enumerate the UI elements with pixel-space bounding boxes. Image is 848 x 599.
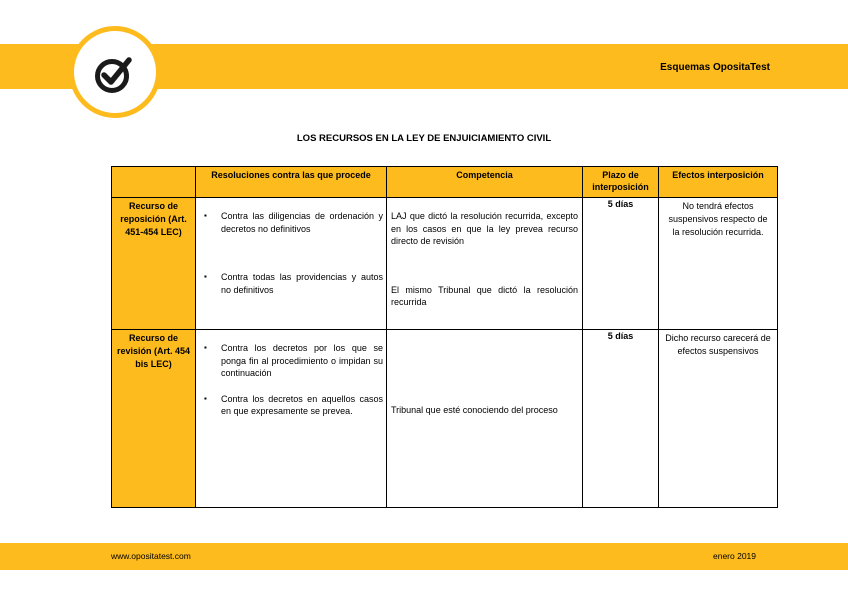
resoluciones-list [200, 342, 383, 418]
brand-title: Esquemas OpositaTest [660, 62, 770, 73]
footer-date: enero 2019 [712, 551, 756, 561]
table-header-cell: Competencia [387, 167, 583, 198]
resoluciones-cell [196, 330, 387, 508]
efectos-cell: Dicho recurso carecerá de efectos suspensivos [659, 330, 778, 508]
list-item: ▪ Contra todas las providencias y autos no definitivos [200, 271, 383, 296]
list-item: ▪ Contra los decretos por los que se ponga fin al procedimiento o impidan su continuación [200, 342, 383, 380]
footer-website: www.opositatest.com [111, 551, 191, 561]
recurso-name: Recurso de revisión (Art. 454 bis LEC) [112, 330, 196, 508]
resoluciones-list [200, 210, 383, 296]
table-header-cell [112, 167, 196, 198]
efectos-cell: No tendrá efectos suspensivos respecto de la resolución recurrida. [659, 198, 778, 330]
resoluciones-cell [196, 198, 387, 330]
recursos-table [111, 166, 778, 508]
table-header-cell: Resoluciones contra las que procede [196, 167, 387, 198]
table-header-cell: Efectos interposición [659, 167, 778, 198]
logo [69, 26, 161, 118]
table-header-row [112, 167, 778, 198]
table-header-cell: Plazo de interposición [583, 167, 659, 198]
check-circle-icon [93, 52, 137, 96]
competencia-cell [387, 198, 583, 330]
table-row [112, 330, 778, 508]
competencia-text: Tribunal que esté conociendo del proceso [391, 405, 558, 416]
list-item: ▪ Contra las diligencias de ordenación y decretos no definitivos [200, 210, 383, 235]
plazo-cell: 5 días [583, 198, 659, 330]
competencia-text: El mismo Tribunal que dictó la resolución recurrida [391, 284, 578, 307]
table-row [112, 198, 778, 330]
page-title: LOS RECURSOS EN LA LEY DE ENJUICIAMIENTO CIVIL [296, 133, 552, 144]
list-item: ▪ Contra los decretos en aquellos casos en que expresamente se prevea. [200, 393, 383, 418]
competencia-text: LAJ que dictó la resolución recurrida, excepto en los casos en que la ley prevea recurso directo de revisión [391, 211, 578, 246]
competencia-cell [387, 330, 583, 508]
recurso-name: Recurso de reposición (Art. 451-454 LEC) [112, 198, 196, 330]
plazo-cell: 5 días [583, 330, 659, 508]
